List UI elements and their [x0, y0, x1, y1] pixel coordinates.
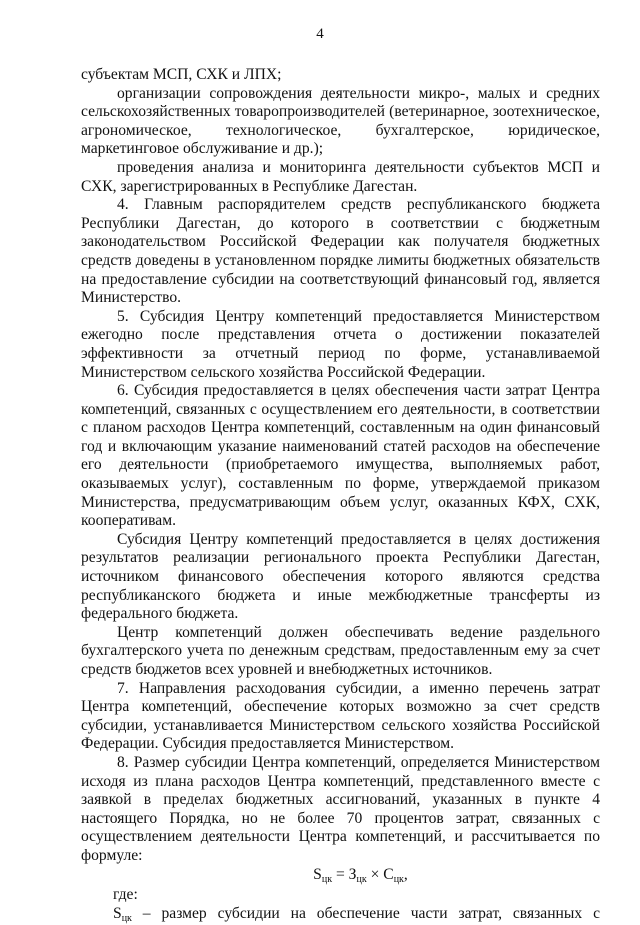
formula-times: × С [366, 865, 394, 883]
definition-s [81, 905, 600, 925]
definition-sub: цк [121, 912, 132, 924]
document-body [81, 66, 600, 925]
page-number: 4 [316, 26, 324, 42]
paragraph-subsidy-goal: Субсидия Центру компетенций предоставляется в целях достижения результатов реализации регионального проекта Республики Дагестан, источником финансового обеспечения которого являются средства республиканского бюджета и иные межбюджетные трансферты из федерального бюджета. [81, 530, 600, 623]
formula-sub-1: цк [321, 873, 333, 885]
paragraph-1: субъектам МСП, СХК и ЛПХ; [81, 66, 282, 83]
paragraph-2: организации сопровождения деятельности микро-, малых и средних сельскохозяйственных товаропроизводителей (ветеринарное, зоотехническое, агрономическое, технологическое, бухгалтерское, юридическое, маркетинговое обслуживание и др.); [81, 84, 600, 158]
paragraph-item-4: 4. Главным распорядителем средств республиканского бюджета Республики Дагестан, до которого в соответствии с бюджетным законодательством Российской Федерации как получателя бюджетных средств доведены в установленном порядке лимиты бюджетных обязательств на предоставление субсидии на соответствующий финансовый год, является Министерство. [81, 196, 600, 307]
formula-eq: = З [332, 865, 357, 883]
formula [81, 866, 600, 887]
paragraph-accounting: Центр компетенций должен обеспечивать ведение раздельного бухгалтерского учета по денежным средствам, предоставленным ему за счет средств бюджетов всех уровней и внебюджетных источников. [81, 623, 600, 678]
formula-s: S [313, 865, 322, 883]
definition-symbol: S [113, 904, 122, 922]
formula-sub-3: цк [393, 873, 404, 885]
paragraph-item-5: 5. Субсидия Центру компетенций предоставляется Министерством ежегодно после представления отчета о достижении показателей эффективности за отчетный период по форме, устанавливаемой Министерством сельского хозяйства Российской Федерации. [81, 307, 600, 381]
definition-text: – размер субсидии на обеспечение части затрат, связанных с [131, 904, 600, 922]
paragraph-3: проведения анализа и мониторинга деятельности субъектов МСП и СХК, зарегистрированных в Республике Дагестан. [81, 158, 600, 195]
where-label: где: [113, 886, 138, 904]
formula-end: , [403, 865, 408, 883]
paragraph-item-6: 6. Субсидия предоставляется в целях обеспечения части затрат Центра компетенций, связанных с осуществлением его деятельности, в соответствии с планом расходов Центра компетенций, составленным на один финансовый год и включающим указание наименований статей расходов на обеспечение его деятельности (приобретаемого имущества, выполняемых работ, оказываемых услуг), составленным по форме, утверждаемой приказом Министерства, предусматривающим объем услуг, оказанных КФХ, СХК, кооперативам. [81, 382, 600, 530]
paragraph-item-8: 8. Размер субсидии Центра компетенций, определяется Министерством исходя из плана расходов Центра компетенций, представленного вместе с заявкой в пределах бюджетных ассигнований, указанных в пункте 4 настоящего Порядка, но не более 70 процентов затрат, связанных с осуществлением деятельности Центра компетенций, и рассчитывается по формуле: [81, 753, 600, 864]
formula-sub-2: цк [356, 873, 367, 885]
paragraph-item-7: 7. Направления расходования субсидии, а именно перечень затрат Центра компетенций, обеспечение которых возможно за счет средств субсидии, устанавливается Министерством сельского хозяйства Российской Федерации. Субсидия предоставляется Министерством. [81, 679, 600, 753]
